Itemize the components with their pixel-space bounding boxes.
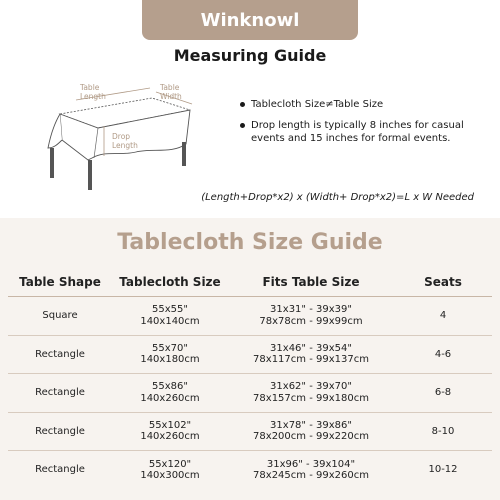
cell-tablecloth-size: [112, 297, 228, 336]
drop-length-label-2: Length: [112, 141, 138, 150]
size-inches: 55x102": [148, 419, 192, 431]
size-guide-table: [8, 268, 492, 489]
brand-tab: [142, 0, 358, 40]
table-row: [8, 297, 492, 336]
brand-name: Winknowl: [200, 9, 300, 31]
size-inches: 55x70": [152, 342, 188, 354]
table-length-label-2: Length: [80, 92, 106, 101]
cell-seats: 10-12: [428, 464, 458, 476]
cell-shape: Rectangle: [8, 374, 112, 413]
fits-cm: 78x157cm - 99x180cm: [253, 392, 369, 404]
size-inches: 55x55": [152, 304, 188, 316]
header-seats: Seats: [394, 268, 492, 297]
note-item: [240, 119, 480, 145]
fits-inches: 31x62" - 39x70": [270, 381, 352, 393]
cell-fits-size: [228, 374, 394, 413]
measuring-notes: [240, 98, 480, 153]
note-text: Tablecloth Size≠Table Size: [251, 99, 384, 110]
size-inches: 55x86": [152, 381, 188, 393]
size-cm: 140x260cm: [140, 431, 200, 443]
size-guide-title: Tablecloth Size Guide: [117, 230, 383, 255]
header-table-shape: Table Shape: [8, 268, 112, 297]
cell-shape: Rectangle: [8, 412, 112, 451]
cell-seats: 4: [394, 297, 492, 336]
measuring-guide-title: Measuring Guide: [173, 46, 327, 65]
cell-shape: Square: [8, 297, 112, 336]
cell-tablecloth-size: [112, 335, 228, 374]
fits-inches: 31x46" - 39x54": [270, 342, 352, 354]
table-row: [8, 412, 492, 451]
cloth-left-drape: [48, 114, 62, 148]
table-row: [8, 374, 492, 413]
cell-shape: Rectangle: [8, 335, 112, 374]
size-cm: 140x260cm: [140, 392, 200, 404]
cell-fits-size: [228, 335, 394, 374]
cell-fits-size: [228, 451, 394, 490]
cell-seats: 4-6: [394, 335, 492, 374]
cell-tablecloth-size: [112, 412, 228, 451]
table-leg: [88, 160, 92, 190]
cell-tablecloth-size: [112, 374, 228, 413]
cell-seats: 8-10: [394, 412, 492, 451]
note-text: Drop length is typically 8 inches for casual events and 15 inches for formal events.: [251, 120, 464, 144]
cell-fits-size: [228, 412, 394, 451]
fits-cm: 78x245cm - 99x260cm: [253, 470, 369, 481]
table-diagram: [32, 82, 218, 200]
table-length-label-1: Table: [80, 83, 100, 92]
fits-cm: 78x117cm - 99x137cm: [253, 354, 369, 366]
note-item: [240, 98, 480, 111]
fits-cm: 78x78cm - 99x99cm: [259, 315, 363, 327]
drop-length-label-1: Drop: [112, 132, 131, 141]
table-row: [8, 451, 492, 490]
cell-shape: Rectangle: [35, 464, 85, 476]
cell-tablecloth-size: [112, 451, 228, 490]
table-width-label-2: Width: [160, 92, 182, 101]
size-cm: 140x180cm: [140, 354, 200, 366]
table-row: [8, 335, 492, 374]
size-cm: 140x140cm: [140, 315, 200, 327]
bullet-icon: [240, 102, 245, 107]
fits-cm: 78x200cm - 99x220cm: [253, 431, 369, 443]
table-header-row: [8, 268, 492, 297]
cell-seats: 6-8: [394, 374, 492, 413]
fits-inches: 31x96" - 39x104": [266, 458, 356, 470]
table-leg: [50, 148, 54, 178]
header-fits-table-size: Fits Table Size: [228, 268, 394, 297]
header-tablecloth-size: Tablecloth Size: [112, 268, 228, 297]
fits-inches: 31x78" - 39x86": [270, 419, 352, 431]
size-inches: 55x120": [148, 458, 192, 470]
fits-inches: 31x31" - 39x39": [270, 304, 352, 316]
bullet-icon: [240, 123, 245, 128]
size-cm: 140x300cm: [140, 470, 200, 481]
table-leg: [182, 142, 186, 166]
cell-fits-size: [228, 297, 394, 336]
size-formula: (Length+Drop*x2) x (Width+ Drop*x2)=L x W Needed: [201, 192, 474, 203]
table-width-label-1: Table: [160, 83, 180, 92]
